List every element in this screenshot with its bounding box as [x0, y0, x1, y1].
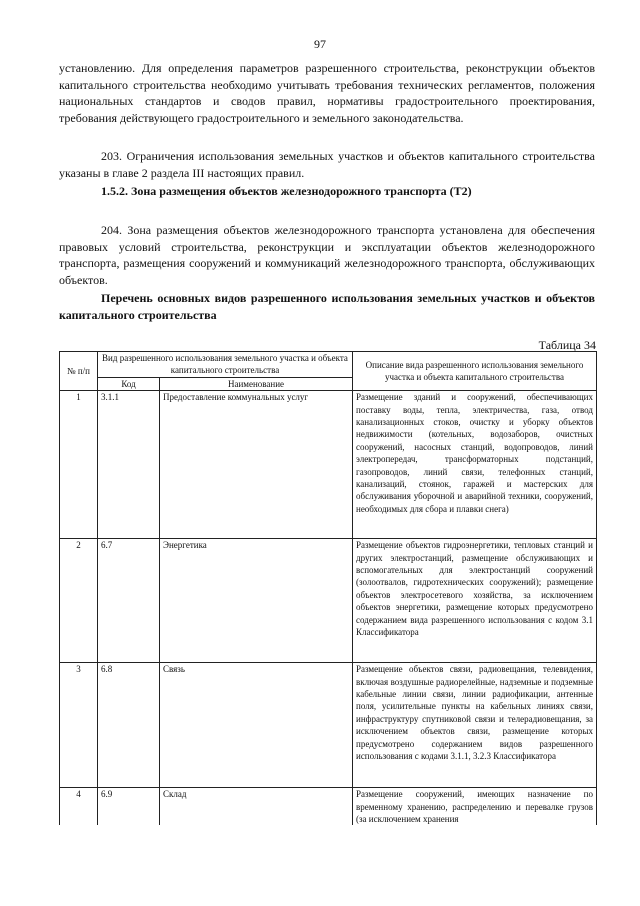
row-num: 3	[60, 663, 98, 788]
row-num: 2	[60, 539, 98, 663]
header-description: Описание вида разрешенного использования земельного участка и объекта капитального строительства	[353, 352, 597, 391]
table-row	[60, 539, 597, 663]
paragraph: установлению. Для определения параметров разрешенного строительства, реконструкции объектов капитального строительства необходимо учитывать требования технических регламентов, положения национальных стандартов и сводов правил, нормативы градостроительного проектирования, требования действующего градостроительного и земельного законодательства.	[59, 61, 595, 125]
paragraph: 204. Зона размещения объектов железнодорожного транспорта установлена для обеспечения правовых условий строительства, реконструкции и эксплуатации объектов железнодорожного транспорта, размещения сооружений и коммуникаций железнодорожного транспорта, обслуживающих объектов.	[59, 223, 595, 287]
page-number: 97	[314, 37, 326, 51]
list-heading: Перечень основных видов разрешенного использования земельных участков и объектов капитального строительства	[59, 291, 595, 322]
table-header-row	[60, 352, 597, 378]
permitted-uses-table	[59, 351, 597, 825]
header-code: Код	[98, 377, 160, 390]
row-code: 6.7	[98, 539, 160, 663]
row-name: Энергетика	[160, 539, 353, 663]
table-row	[60, 788, 597, 826]
row-description: Размещение объектов связи, радиовещания, телевидения, включая воздушные радиорелейные, надземные и подземные кабельные линии связи, линии радиофикации, антенные поля, усилительные пункты на кабельных линиях связи, инфраструктуру спутниковой связи и телерадиовещания, за исключением объектов связи, размещение которых предусмотрено содержанием видов разрешенного использования с кодами 3.1.1, 3.2.3 Классификатора	[353, 663, 597, 788]
table-row	[60, 391, 597, 539]
header-use-type: Вид разрешенного использования земельного участка и объекта капитального строительства	[98, 352, 353, 378]
row-name: Связь	[160, 663, 353, 788]
row-num: 1	[60, 391, 98, 539]
row-name: Склад	[160, 788, 353, 826]
row-description: Размещение зданий и сооружений, обеспечивающих поставку воды, тепла, электричества, газа, отвод канализационных стоков, очистку и уборку объектов недвижимости (котельных, водозаборов, очистных сооружений, насосных станций, водопроводов, линий электропередач, трансформаторных подстанций, газопроводов, линий связи, телефонных станций, канализаций, стоянок, гаражей и мастерских для обслуживания уборочной и аварийной техники, сооружений, необходимых для сбора и плавки снега)	[353, 391, 597, 539]
row-code: 6.8	[98, 663, 160, 788]
section-heading: 1.5.2. Зона размещения объектов железнодорожного транспорта (Т2)	[101, 184, 472, 198]
table-row	[60, 663, 597, 788]
row-code: 6.9	[98, 788, 160, 826]
row-name: Предоставление коммунальных услуг	[160, 391, 353, 539]
header-name: Наименование	[160, 377, 353, 390]
row-description: Размещение объектов гидроэнергетики, тепловых станций и других электростанций, размещение обслуживающих и вспомогательных для электростанций сооружений (золоотвалов, гидротехнических сооружений); размещение объектов электросетевого хозяйства, за исключением объектов энергетики, размещение которых предусмотрено содержанием вида разрешенного использования с кодом 3.1 Классификатора	[353, 539, 597, 663]
table-caption: Таблица 34	[538, 338, 596, 352]
row-description: Размещение сооружений, имеющих назначение по временному хранению, распределению и перевалке грузов (за исключением хранения	[353, 788, 597, 826]
header-num: № п/п	[60, 352, 98, 391]
paragraph: 203. Ограничения использования земельных участков и объектов капитального строительства указаны в главе 2 раздела III настоящих правил.	[59, 149, 595, 180]
row-num: 4	[60, 788, 98, 826]
row-code: 3.1.1	[98, 391, 160, 539]
